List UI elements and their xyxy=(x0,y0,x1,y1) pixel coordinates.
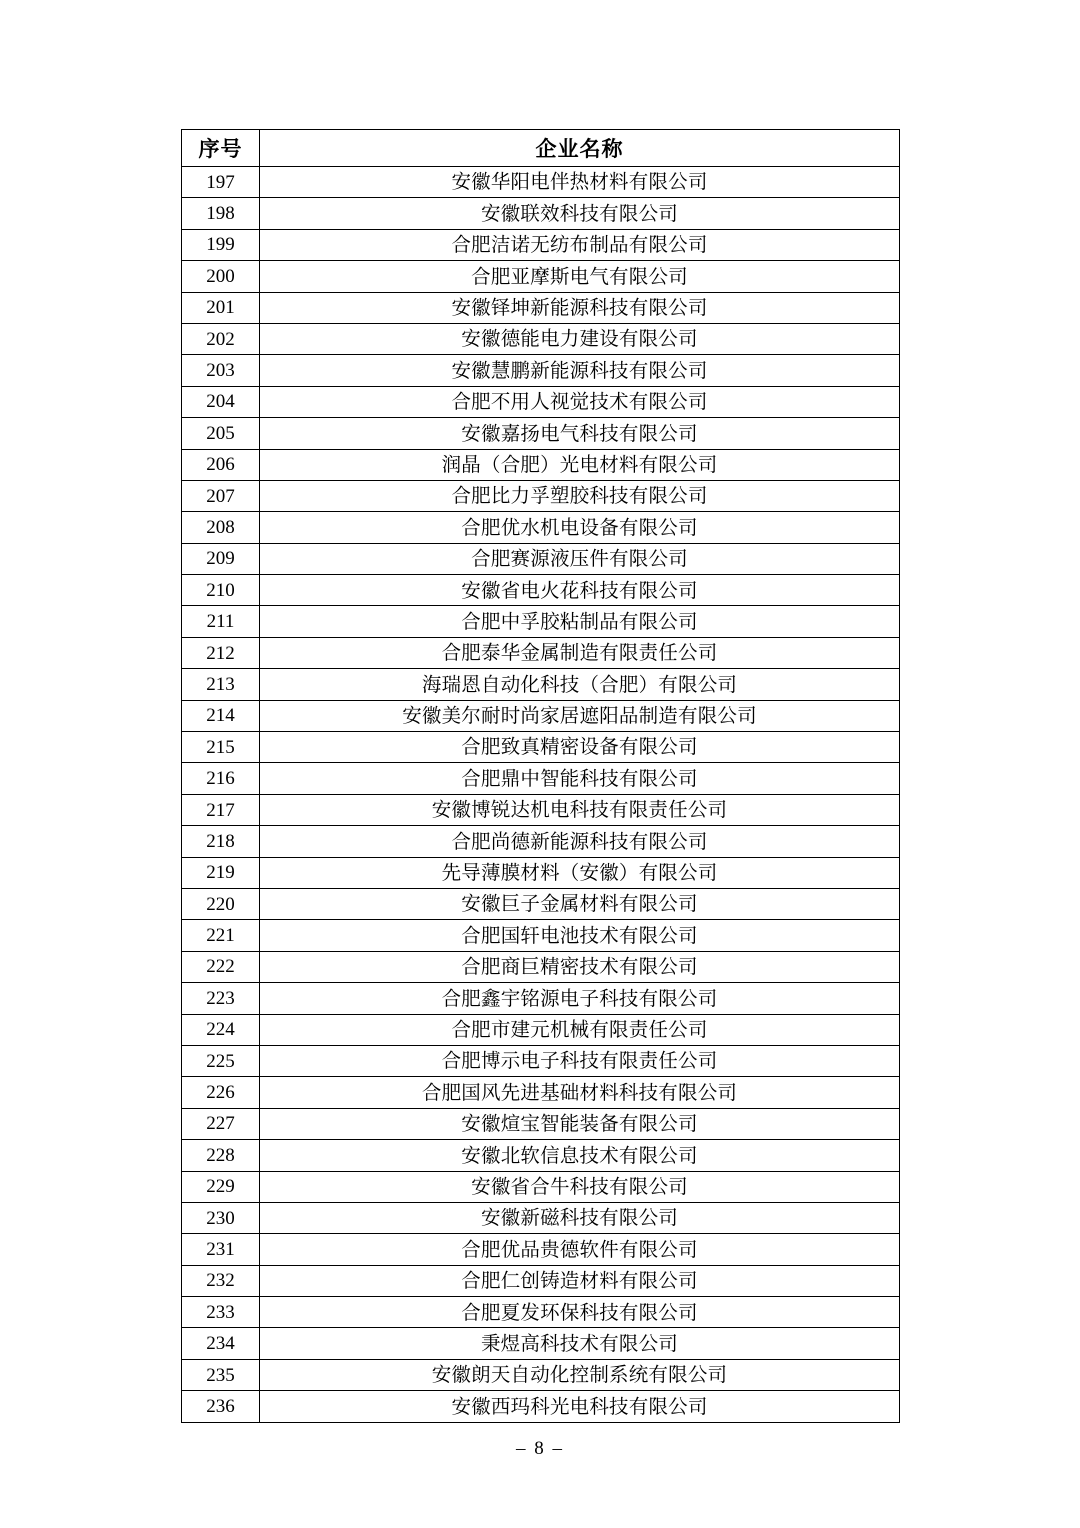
column-header-name: 企业名称 xyxy=(260,130,900,167)
cell-index: 205 xyxy=(182,418,260,449)
cell-index: 198 xyxy=(182,198,260,229)
table-row xyxy=(182,637,900,668)
cell-enterprise-name: 安徽北软信息技术有限公司 xyxy=(260,1140,900,1171)
table-row xyxy=(182,983,900,1014)
table-row xyxy=(182,229,900,260)
table-row xyxy=(182,888,900,919)
cell-enterprise-name: 合肥亚摩斯电气有限公司 xyxy=(260,261,900,292)
cell-index: 230 xyxy=(182,1202,260,1233)
table-body xyxy=(182,167,900,1423)
table-row xyxy=(182,1391,900,1422)
table-row xyxy=(182,1328,900,1359)
table-row xyxy=(182,763,900,794)
cell-index: 227 xyxy=(182,1108,260,1139)
cell-enterprise-name: 合肥鑫宇铭源电子科技有限公司 xyxy=(260,983,900,1014)
cell-index: 211 xyxy=(182,606,260,637)
cell-enterprise-name: 合肥国风先进基础材料科技有限公司 xyxy=(260,1077,900,1108)
table-row xyxy=(182,1077,900,1108)
table-row xyxy=(182,1140,900,1171)
cell-index: 216 xyxy=(182,763,260,794)
table-row xyxy=(182,1045,900,1076)
table-row xyxy=(182,167,900,198)
table-row xyxy=(182,732,900,763)
table-row xyxy=(182,794,900,825)
cell-index: 214 xyxy=(182,700,260,731)
cell-enterprise-name: 安徽华阳电伴热材料有限公司 xyxy=(260,167,900,198)
cell-enterprise-name: 合肥博示电子科技有限责任公司 xyxy=(260,1045,900,1076)
table-row xyxy=(182,1202,900,1233)
table-row xyxy=(182,857,900,888)
cell-index: 210 xyxy=(182,575,260,606)
cell-index: 204 xyxy=(182,386,260,417)
table-row xyxy=(182,606,900,637)
cell-index: 201 xyxy=(182,292,260,323)
cell-enterprise-name: 合肥仁创铸造材料有限公司 xyxy=(260,1265,900,1296)
cell-enterprise-name: 安徽德能电力建设有限公司 xyxy=(260,323,900,354)
table-row xyxy=(182,1359,900,1390)
enterprise-table-container xyxy=(181,129,899,1423)
table-row xyxy=(182,1108,900,1139)
cell-enterprise-name: 合肥夏发环保科技有限公司 xyxy=(260,1297,900,1328)
cell-enterprise-name: 安徽铎坤新能源科技有限公司 xyxy=(260,292,900,323)
cell-enterprise-name: 安徽联效科技有限公司 xyxy=(260,198,900,229)
cell-enterprise-name: 安徽慧鹏新能源科技有限公司 xyxy=(260,355,900,386)
cell-enterprise-name: 安徽省电火花科技有限公司 xyxy=(260,575,900,606)
cell-index: 208 xyxy=(182,512,260,543)
table-header xyxy=(182,130,900,167)
cell-index: 206 xyxy=(182,449,260,480)
cell-index: 219 xyxy=(182,857,260,888)
cell-enterprise-name: 合肥商巨精密技术有限公司 xyxy=(260,951,900,982)
table-row xyxy=(182,951,900,982)
cell-index: 199 xyxy=(182,229,260,260)
enterprise-list-table xyxy=(181,129,900,1423)
cell-enterprise-name: 安徽朗天自动化控制系统有限公司 xyxy=(260,1359,900,1390)
cell-index: 217 xyxy=(182,794,260,825)
cell-index: 200 xyxy=(182,261,260,292)
cell-index: 220 xyxy=(182,888,260,919)
table-row xyxy=(182,261,900,292)
table-row xyxy=(182,198,900,229)
cell-enterprise-name: 合肥市建元机械有限责任公司 xyxy=(260,1014,900,1045)
cell-enterprise-name: 安徽煊宝智能装备有限公司 xyxy=(260,1108,900,1139)
cell-index: 221 xyxy=(182,920,260,951)
cell-index: 197 xyxy=(182,167,260,198)
table-row xyxy=(182,669,900,700)
table-row xyxy=(182,355,900,386)
cell-index: 222 xyxy=(182,951,260,982)
table-row xyxy=(182,575,900,606)
cell-enterprise-name: 合肥优品贵德软件有限公司 xyxy=(260,1234,900,1265)
cell-index: 212 xyxy=(182,637,260,668)
cell-index: 213 xyxy=(182,669,260,700)
cell-enterprise-name: 合肥泰华金属制造有限责任公司 xyxy=(260,637,900,668)
cell-index: 218 xyxy=(182,826,260,857)
cell-index: 229 xyxy=(182,1171,260,1202)
table-row xyxy=(182,1265,900,1296)
cell-index: 209 xyxy=(182,543,260,574)
table-row xyxy=(182,826,900,857)
table-row xyxy=(182,1171,900,1202)
table-row xyxy=(182,323,900,354)
cell-index: 228 xyxy=(182,1140,260,1171)
cell-index: 207 xyxy=(182,480,260,511)
table-row xyxy=(182,386,900,417)
cell-index: 215 xyxy=(182,732,260,763)
cell-enterprise-name: 安徽新磁科技有限公司 xyxy=(260,1202,900,1233)
table-row xyxy=(182,480,900,511)
page-number: – 8 – xyxy=(516,1438,564,1459)
cell-enterprise-name: 合肥优水机电设备有限公司 xyxy=(260,512,900,543)
cell-index: 223 xyxy=(182,983,260,1014)
cell-enterprise-name: 润晶（合肥）光电材料有限公司 xyxy=(260,449,900,480)
cell-enterprise-name: 安徽美尔耐时尚家居遮阳品制造有限公司 xyxy=(260,700,900,731)
table-row xyxy=(182,1234,900,1265)
cell-index: 233 xyxy=(182,1297,260,1328)
cell-enterprise-name: 安徽巨子金属材料有限公司 xyxy=(260,888,900,919)
cell-index: 236 xyxy=(182,1391,260,1422)
table-row xyxy=(182,449,900,480)
cell-index: 202 xyxy=(182,323,260,354)
cell-enterprise-name: 合肥不用人视觉技术有限公司 xyxy=(260,386,900,417)
cell-index: 234 xyxy=(182,1328,260,1359)
cell-enterprise-name: 合肥中孚胶粘制品有限公司 xyxy=(260,606,900,637)
cell-enterprise-name: 合肥洁诺无纺布制品有限公司 xyxy=(260,229,900,260)
table-row xyxy=(182,292,900,323)
table-row xyxy=(182,1014,900,1045)
cell-index: 232 xyxy=(182,1265,260,1296)
cell-enterprise-name: 安徽西玛科光电科技有限公司 xyxy=(260,1391,900,1422)
cell-enterprise-name: 合肥鼎中智能科技有限公司 xyxy=(260,763,900,794)
cell-index: 225 xyxy=(182,1045,260,1076)
cell-index: 224 xyxy=(182,1014,260,1045)
table-header-row xyxy=(182,130,900,167)
table-row xyxy=(182,700,900,731)
cell-enterprise-name: 安徽嘉扬电气科技有限公司 xyxy=(260,418,900,449)
cell-enterprise-name: 秉煜高科技术有限公司 xyxy=(260,1328,900,1359)
cell-index: 226 xyxy=(182,1077,260,1108)
column-header-index: 序号 xyxy=(182,130,260,167)
table-row xyxy=(182,512,900,543)
cell-enterprise-name: 合肥尚德新能源科技有限公司 xyxy=(260,826,900,857)
cell-enterprise-name: 先导薄膜材料（安徽）有限公司 xyxy=(260,857,900,888)
cell-index: 231 xyxy=(182,1234,260,1265)
cell-enterprise-name: 安徽博锐达机电科技有限责任公司 xyxy=(260,794,900,825)
cell-index: 203 xyxy=(182,355,260,386)
cell-enterprise-name: 合肥赛源液压件有限公司 xyxy=(260,543,900,574)
cell-enterprise-name: 海瑞恩自动化科技（合肥）有限公司 xyxy=(260,669,900,700)
table-row xyxy=(182,920,900,951)
table-row xyxy=(182,543,900,574)
cell-enterprise-name: 合肥比力孚塑胶科技有限公司 xyxy=(260,480,900,511)
cell-enterprise-name: 合肥国轩电池技术有限公司 xyxy=(260,920,900,951)
table-row xyxy=(182,418,900,449)
cell-enterprise-name: 安徽省合牛科技有限公司 xyxy=(260,1171,900,1202)
table-row xyxy=(182,1297,900,1328)
cell-index: 235 xyxy=(182,1359,260,1390)
cell-enterprise-name: 合肥致真精密设备有限公司 xyxy=(260,732,900,763)
